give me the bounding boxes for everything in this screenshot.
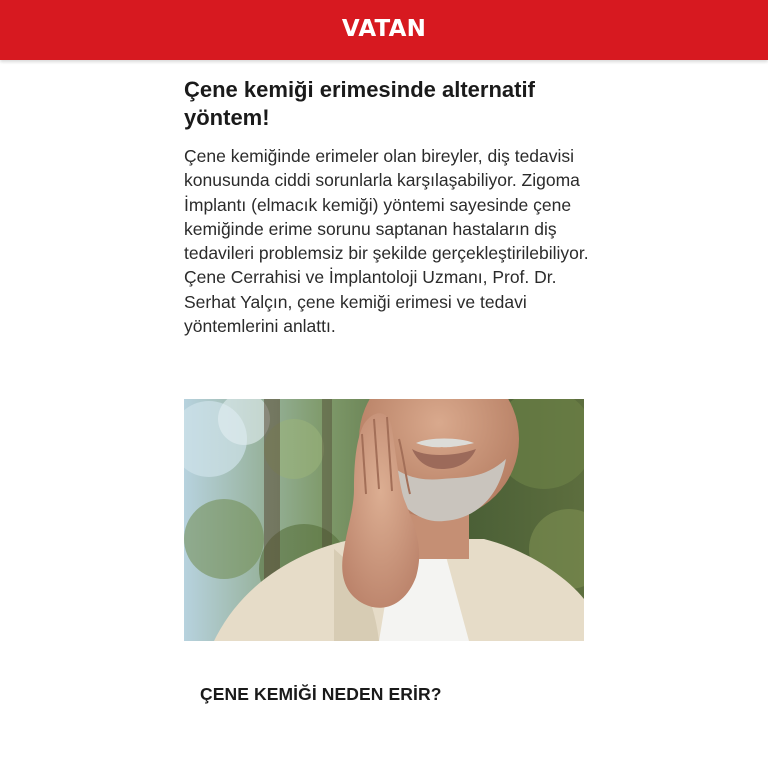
article-lead: Çene kemiğinde erimeler olan bireyler, diş tedavisi konusunda ciddi sorunlarla karşılaşabiliyor. Zigoma İmplantı (elmacık kemiği) yöntemi sayesinde çene kemiğinde erime sorunu saptanan hastaların diş tedavileri problemsiz bir şekilde gerçekleştirilebiliyor. Çene Cerrahisi ve İmplantoloji Uzmanı, Prof. Dr. Serhat Yalçın, çene kemiği erimesi ve tedavi yöntemlerini anlattı. xyxy=(184,146,589,337)
article-headline: Çene kemiği erimesinde alternatif yöntem! xyxy=(184,77,535,130)
vatan-logo[interactable]: VATAN xyxy=(341,16,427,42)
site-header xyxy=(0,0,768,60)
man-holding-jaw-image xyxy=(184,399,584,641)
article-photo xyxy=(184,399,584,641)
article-body xyxy=(184,76,594,338)
section-heading: ÇENE KEMİĞİ NEDEN ERİR? xyxy=(200,684,442,704)
